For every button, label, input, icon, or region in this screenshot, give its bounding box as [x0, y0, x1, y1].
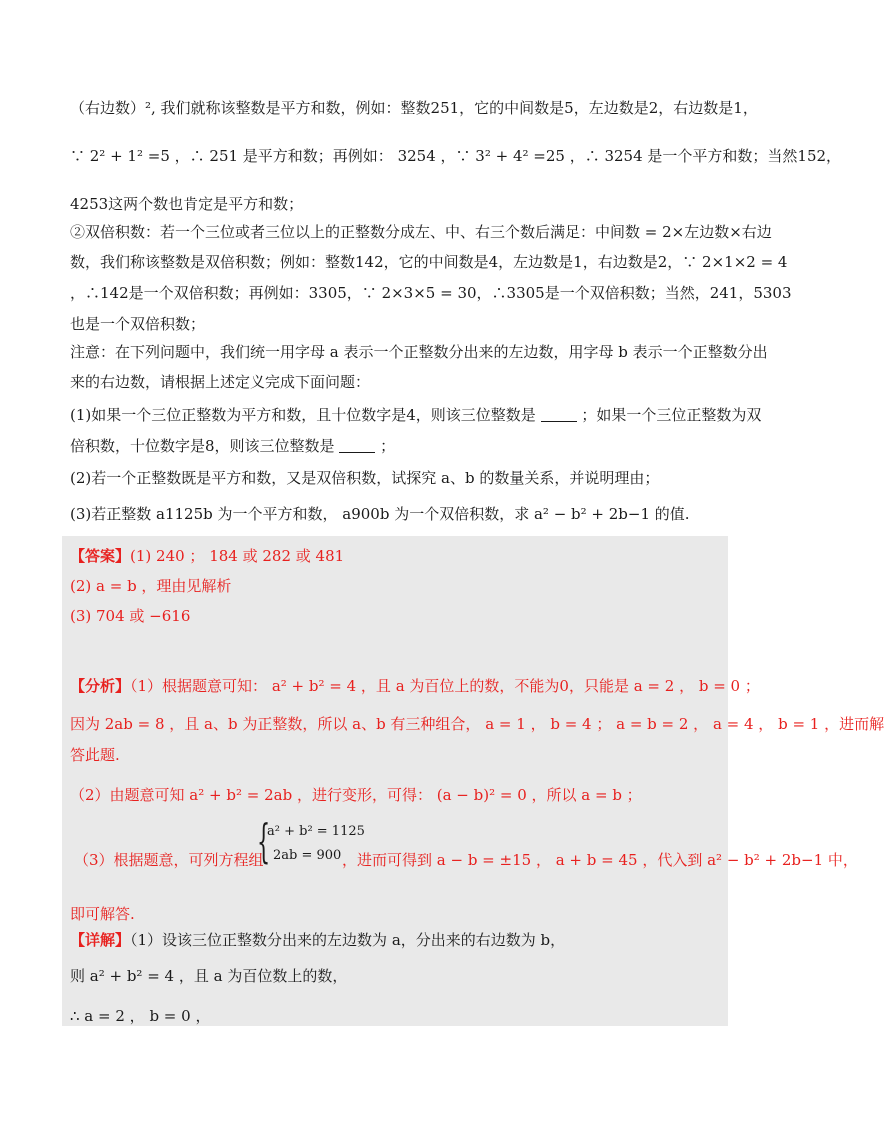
question-2-line: (2)若一个正整数既是平方和数，又是双倍积数，试探究 a、b 的数量关系，并说明理由；: [70, 469, 660, 487]
question-1-line-2: [70, 436, 730, 456]
text-line: 也是一个双倍积数；: [70, 315, 206, 333]
equation-1: a² + b² = 1125: [267, 824, 365, 839]
equation-2: 2ab = 900: [273, 848, 342, 863]
analysis-tag: 【分析】: [70, 677, 131, 695]
detail-text-1: （1）设该三位正整数分出来的左边数为 a，分出来的右边数为 b，: [130, 931, 566, 949]
answer-1: (1) 240 ； 184 或 282 或 481: [130, 547, 345, 565]
answer-2: (2) a = b ，理由见解析: [70, 577, 232, 595]
analysis-line-5b: ，进而可得到 a − b = ±15 ， a + b = 45 ，代入到 a² − b² + 2b−1 中，: [342, 851, 858, 869]
analysis-line-5a: （3）根据题意，可列方程组: [74, 851, 264, 869]
text-line: 注意：在下列问题中，我们统一用字母 a 表示一个正整数分出来的左边数，用字母 b 表示一个正整数分出: [70, 343, 768, 361]
answer-line-1: [70, 546, 730, 566]
question-1-text-2: 倍积数，十位数字是8，则该三位整数是: [70, 437, 335, 455]
question-1-text-cont: ；如果一个三位正整数为双: [581, 406, 762, 424]
analysis-line-6: 即可解答.: [70, 905, 135, 923]
text-line: 数，我们称该整数是双倍积数；例如：整数142，它的中间数是4，左边数是1，右边数是2，∵ 2×1×2 = 4: [70, 253, 788, 271]
analysis-line-4: （2）由题意可知 a² + b² = 2ab ，进行变形，可得： (a − b)² = 0 ，所以 a = b ；: [70, 786, 642, 804]
text-line: ②双倍积数：若一个三位或者三位以上的正整数分成左、中、右三个数后满足：中间数 = 2×左边数×右边: [70, 223, 772, 241]
answer-blank[interactable]: [339, 438, 375, 453]
analysis-line-3: 答此题.: [70, 746, 120, 764]
text-line: 来的右边数，请根据上述定义完成下面问题：: [70, 373, 371, 391]
question-1-text: (1)如果一个三位正整数为平方和数，且十位数字是4，则该三位整数是: [70, 406, 536, 424]
text-line: 4253这两个数也肯定是平方和数；: [70, 195, 304, 213]
detail-tag: 【详解】: [70, 931, 131, 949]
text-line: （右边数）², 我们就称该整数是平方和数，例如：整数251，它的中间数是5，左边数是2，右边数是1，: [70, 99, 758, 117]
question-3-line: (3)若正整数 a1125b 为一个平方和数， a900b 为一个双倍积数，求 a² − b² + 2b−1 的值.: [70, 505, 690, 523]
answer-blank[interactable]: [541, 407, 577, 422]
detail-line-3: ∴ a = 2 ， b = 0 ，: [70, 1007, 211, 1025]
answer-3: (3) 704 或 −616: [70, 607, 191, 625]
brace-symbol: {: [257, 814, 271, 868]
text-line: ，∴142是一个双倍积数；再例如：3305，∵ 2×3×5 = 30，∴3305是一个双倍积数；当然，241，5303: [70, 284, 792, 302]
answer-tag: 【答案】: [70, 547, 131, 565]
question-1-text-2-cont: ；: [380, 437, 396, 455]
text-line: ∵ 2² + 1² =5 ，∴ 251 是平方和数；再例如： 3254 ，∵ 3² + 4² =25 ，∴ 3254 是一个平方和数；当然152，: [70, 147, 842, 165]
question-1-line: [70, 405, 762, 425]
detail-line-2: 则 a² + b² = 4 ，且 a 为百位数上的数，: [70, 967, 348, 985]
analysis-line-1: [70, 676, 760, 696]
analysis-text-1: （1）根据题意可知： a² + b² = 4 ，且 a 为百位上的数，不能为0，只能是 a = 2 ， b = 0 ；: [130, 677, 760, 695]
analysis-line-2: 因为 2ab = 8 ，且 a、b 为正整数，所以 a、b 有三种组合， a = 1 ， b = 4 ； a = b = 2 ， a = 4 ， b = 1 ，进而解: [70, 715, 884, 733]
detail-line-1: [70, 930, 730, 950]
